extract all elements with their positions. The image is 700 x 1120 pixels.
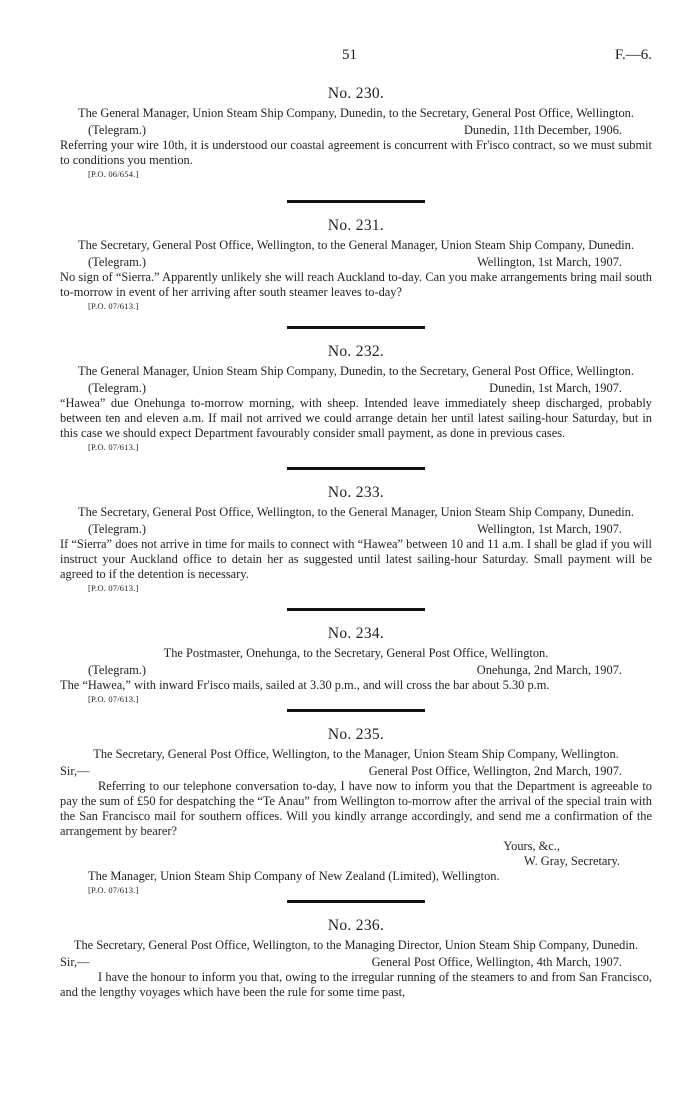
- file-reference: [P.O. 07/613.]: [88, 442, 139, 452]
- letter-230: [60, 86, 652, 180]
- file-reference: [P.O. 07/613.]: [88, 583, 139, 593]
- closing: Yours, &c.,: [503, 839, 560, 853]
- letter-date: General Post Office, Wellington, 4th March, 1907.: [371, 955, 622, 969]
- letter-number: No. 233.: [327, 484, 385, 501]
- letter-body: Referring your wire 10th, it is understood our coastal agreement is concurrent with Fr'isco contract, so we must submit to conditions you mention.: [60, 138, 652, 167]
- telegram-label: (Telegram.): [88, 123, 146, 137]
- file-reference: [P.O. 07/613.]: [88, 694, 139, 704]
- letter-date: Dunedin, 11th December, 1906.: [463, 123, 622, 137]
- telegram-label: (Telegram.): [88, 255, 146, 269]
- letter-address: The Secretary, General Post Office, Wellington, to the General Manager, Union Steam Ship Company, Dunedin.: [78, 238, 634, 252]
- letter-number: No. 236.: [327, 917, 385, 934]
- letter-number: No. 231.: [327, 217, 385, 234]
- letter-address: The Postmaster, Onehunga, to the Secretary, General Post Office, Wellington.: [163, 646, 549, 660]
- file-reference: [P.O. 07/613.]: [88, 301, 139, 311]
- letter-number: No. 230.: [327, 85, 385, 102]
- letter-date: Wellington, 1st March, 1907.: [477, 522, 622, 536]
- letter-body: The “Hawea,” with inward Fr'isco mails, sailed at 3.30 p.m., and will cross the bar about 5.30 p.m.: [60, 678, 550, 692]
- letter-232: [60, 344, 652, 453]
- letter-date: General Post Office, Wellington, 2nd March, 1907.: [368, 764, 622, 778]
- letter-number: No. 234.: [327, 625, 385, 642]
- letter-body: If “Sierra” does not arrive in time for mails to connect with “Hawea” between 10 and 11 a.m. I shall be glad if you will instruct your Auckland office to detain her as suggested until latest sailing-hour Saturday. Small payment will be agreed to if the detention is necessary.: [60, 537, 652, 581]
- letter-address: The Secretary, General Post Office, Wellington, to the Managing Director, Union Steam Ship Company, Dunedin.: [73, 938, 639, 952]
- letter-body: No sign of “Sierra.” Apparently unlikely she will reach Auckland to-day. Can you make arrangements bring mail south to-morrow in event of her arriving after south steamer leaves to-day?: [60, 270, 652, 299]
- page-header: [60, 0, 652, 63]
- document-page: [60, 0, 652, 1000]
- letter-address: The General Manager, Union Steam Ship Company, Dunedin, to the Secretary, General Post Office, Wellington.: [78, 364, 634, 378]
- letter-body: I have the honour to inform you that, owing to the irregular running of the steamers to and from San Francisco, and the lengthy voyages which have been the rule for some time past,: [60, 970, 652, 999]
- letter-233: [60, 485, 652, 594]
- letter-number: No. 232.: [327, 343, 385, 360]
- letter-231: [60, 218, 652, 312]
- file-reference: [P.O. 07/613.]: [88, 885, 139, 895]
- letter-body: “Hawea” due Onehunga to-morrow morning, with sheep. Intended leave immediately sheep discharged, probably between ten and eleven a.m. If mail not arrived we could arrange detain her until latest sailing-hour Saturday, but in this case we should expect Department favourably consider small payment, as done in previous cases.: [60, 396, 652, 440]
- letter-address: The General Manager, Union Steam Ship Company, Dunedin, to the Secretary, General Post Office, Wellington.: [78, 106, 634, 120]
- letter-number: No. 235.: [327, 726, 385, 743]
- salutation: Sir,—: [60, 764, 90, 778]
- letter-236: [60, 918, 652, 1000]
- letter-date: Dunedin, 1st March, 1907.: [489, 381, 622, 395]
- file-reference: [P.O. 06/654.]: [88, 169, 139, 179]
- letter-body: Referring to our telephone conversation to-day, I have now to inform you that the Department is agreeable to pay the sum of £50 for despatching the “Te Anau” from Wellington to-morrow after the arrival of the special train with the San Francisco mail for southern offices. Will you kindly arrange accordingly, and send me a confirmation of the arrangement by bearer?: [60, 779, 652, 838]
- salutation: Sir,—: [60, 955, 90, 969]
- telegram-label: (Telegram.): [88, 381, 146, 395]
- letter-date: Onehunga, 2nd March, 1907.: [476, 663, 622, 677]
- letter-address: The Secretary, General Post Office, Wellington, to the Manager, Union Steam Ship Company, Wellington.: [93, 747, 619, 761]
- telegram-label: (Telegram.): [88, 663, 146, 677]
- letter-235: [60, 727, 652, 896]
- page-number: 51: [342, 47, 357, 63]
- recipient: The Manager, Union Steam Ship Company of New Zealand (Limited), Wellington.: [88, 869, 500, 883]
- letter-date: Wellington, 1st March, 1907.: [477, 255, 622, 269]
- telegram-label: (Telegram.): [88, 522, 146, 536]
- letter-234: [60, 626, 652, 705]
- signature: W. Gray, Secretary.: [524, 854, 620, 868]
- paper-reference: F.—6.: [614, 47, 652, 63]
- letter-address: The Secretary, General Post Office, Wellington, to the General Manager, Union Steam Ship Company, Dunedin.: [78, 505, 634, 519]
